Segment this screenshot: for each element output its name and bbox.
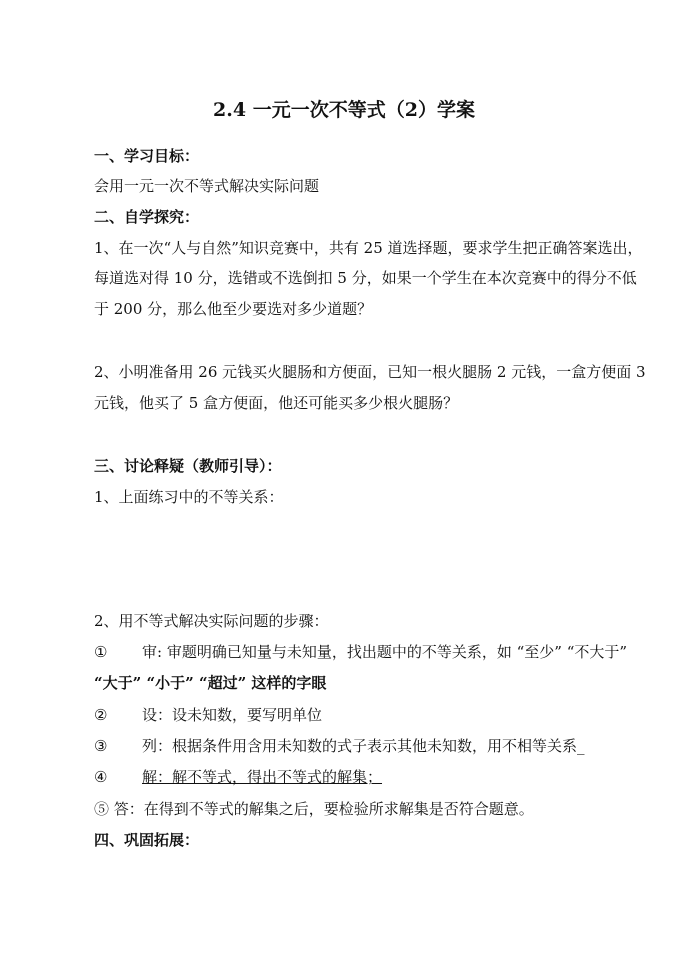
question-2-line-1: 2、小明准备用 26 元钱买火腿肠和方便面，已知一根火腿肠 2 元钱，一盒方便面 3 (94, 363, 646, 381)
step-4 (94, 767, 382, 787)
step-number: ④ (94, 768, 108, 786)
question-2-line-2: 元钱，他买了 5 盒方便面，他还可能买多少根火腿肠？ (94, 394, 459, 412)
section-heading-goals: 一、学习目标： (94, 147, 200, 165)
section-heading-consolidation: 四、巩固拓展： (94, 831, 200, 849)
step-5 (94, 799, 534, 819)
step-number: ⑤ (94, 800, 110, 818)
section-heading-self-study: 二、自学探究： (94, 208, 200, 226)
question-1-line-3: 于 200 分，那么他至少要选对多少道题？ (94, 300, 373, 318)
page-title: 2.4 一元一次不等式（2）学案 (213, 99, 475, 121)
step-text: 解：解不等式，得出不等式的解集； (142, 768, 383, 786)
step-number: ③ (94, 737, 108, 755)
step-number: ② (94, 706, 108, 724)
step-2 (94, 705, 322, 725)
question-1-line-1: 1、在一次“人与自然”知识竞赛中，共有 25 道选择题，要求学生把正确答案选出， (94, 239, 643, 257)
step-number: ① (94, 643, 108, 661)
step-3 (94, 736, 585, 756)
section-heading-discussion: 三、讨论释疑（教师引导）： (94, 457, 282, 475)
discussion-item-2: 2、用不等式解决实际问题的步骤： (94, 612, 329, 630)
step-text: 设：设未知数，要写明单位 (142, 706, 323, 724)
discussion-item-1: 1、上面练习中的不等关系： (94, 488, 284, 506)
question-1-line-2: 每道选对得 10 分，选错或不选倒扣 5 分，如果一个学生在本次竞赛中的得分不低 (94, 269, 637, 287)
step-1 (94, 642, 627, 662)
step-text: 列：根据条件用含用未知数的式子表示其他未知数，用不相等关系_ (142, 737, 585, 755)
step-text: 答：在得到不等式的解集之后，要检验所求解集是否符合题意。 (113, 800, 534, 818)
step-text: “大于” “小于” “超过” 这样的字眼 (94, 674, 327, 692)
goals-text: 会用一元一次不等式解决实际问题 (94, 177, 320, 195)
step-1-continued (94, 673, 326, 693)
step-text: 审: 审题明确已知量与未知量，找出题中的不等关系，如 “至少” “不大于” (142, 643, 628, 661)
